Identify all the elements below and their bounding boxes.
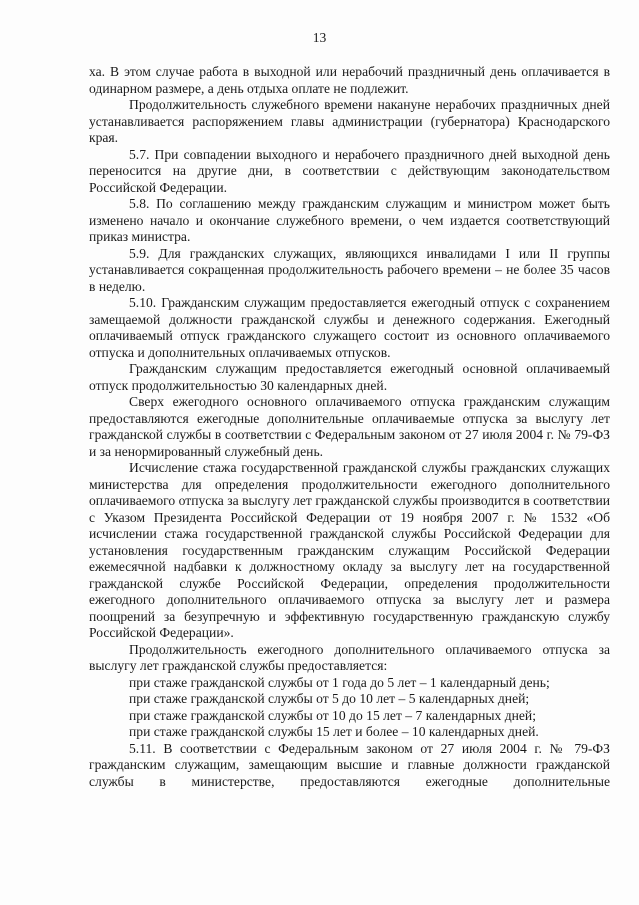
paragraph: Продолжительность ежегодного дополнительного оплачиваемого отпуска за выслугу лет гражданской службы предоставляется:: [89, 641, 610, 673]
page-number: 13: [312, 30, 327, 45]
paragraph: Сверх ежегодного основного оплачиваемого отпуска гражданским служащим предоставляются ежегодные дополнительные оплачиваемые отпуска за выслугу лет гражданской службы в соответствии с Федеральным законом от 27 июля 2004 г. № 79-ФЗ и за ненормированный служебный день.: [89, 394, 610, 459]
paragraph: 5.10. Гражданским служащим предоставляется ежегодный отпуск с сохранением замещаемой должности гражданской службы и денежного содержания. Ежегодный оплачиваемый отпуск гражданского служащего состоит из основного оплачиваемого отпуска и дополнительных оплачиваемых отпусков.: [89, 295, 610, 360]
paragraph: ха. В этом случае работа в выходной или нерабочий праздничный день оплачивается в одинарном размере, а день отдыха оплате не подлежит.: [89, 64, 610, 96]
paragraph: Исчисление стажа государственной гражданской службы гражданских служащих министерства для определения продолжительности ежегодного дополнительного оплачиваемого отпуска за выслугу лет гражданской службы производится в соответствии с Указом Президента Российской Федерации от 19 ноября 2007 г. № 1532 «Об исчислении стажа государственной гражданской службы Российской Федерации для установления государственным гражданским служащим Российской Федерации ежемесячной надбавки к должностному окладу за выслугу лет на государственной гражданской службе Российской Федерации, определения продолжительности ежегодного дополнительного оплачиваемого отпуска за выслугу лет и размера поощрений за безупречную и эффективную государственную гражданскую службу Российской Федерации».: [89, 460, 610, 640]
paragraph: 5.7. При совпадении выходного и нерабочего праздничного дней выходной день переносится на другие дни, в соответствии с действующим законодательством Российской Федерации.: [89, 146, 610, 195]
paragraph: 5.11. В соответствии с Федеральным законом от 27 июля 2004 г. № 79-ФЗ гражданским служащим, замещающим высшие и главные должности гражданской службы в министерстве, предоставляются ежегодные дополнительные: [89, 740, 610, 789]
list-item: при стаже гражданской службы от 1 года до 5 лет – 1 календарный день;: [129, 674, 550, 690]
paragraph: 5.8. По соглашению между гражданским служащим и министром может быть изменено начало и окончание служебного времени, о чем издается соответствующий приказ министра.: [89, 196, 610, 244]
paragraph: Продолжительность служебного времени накануне нерабочих праздничных дней устанавливается распоряжением главы администрации (губернатора) Краснодарского края.: [89, 97, 610, 145]
list-item: при стаже гражданской службы от 10 до 15 лет – 7 календарных дней;: [129, 707, 536, 723]
list-item: при стаже гражданской службы от 5 до 10 лет – 5 календарных дней;: [129, 691, 530, 706]
paragraph: Гражданским служащим предоставляется ежегодный основной оплачиваемый отпуск продолжительностью 30 календарных дней.: [89, 361, 610, 393]
list-item: при стаже гражданской службы 15 лет и более – 10 календарных дней.: [129, 724, 539, 739]
paragraph: 5.9. Для гражданских служащих, являющихся инвалидами I или II группы устанавливается сокращенная продолжительность рабочего времени – не более 35 часов в неделю.: [89, 245, 610, 294]
body-text: [89, 64, 610, 790]
